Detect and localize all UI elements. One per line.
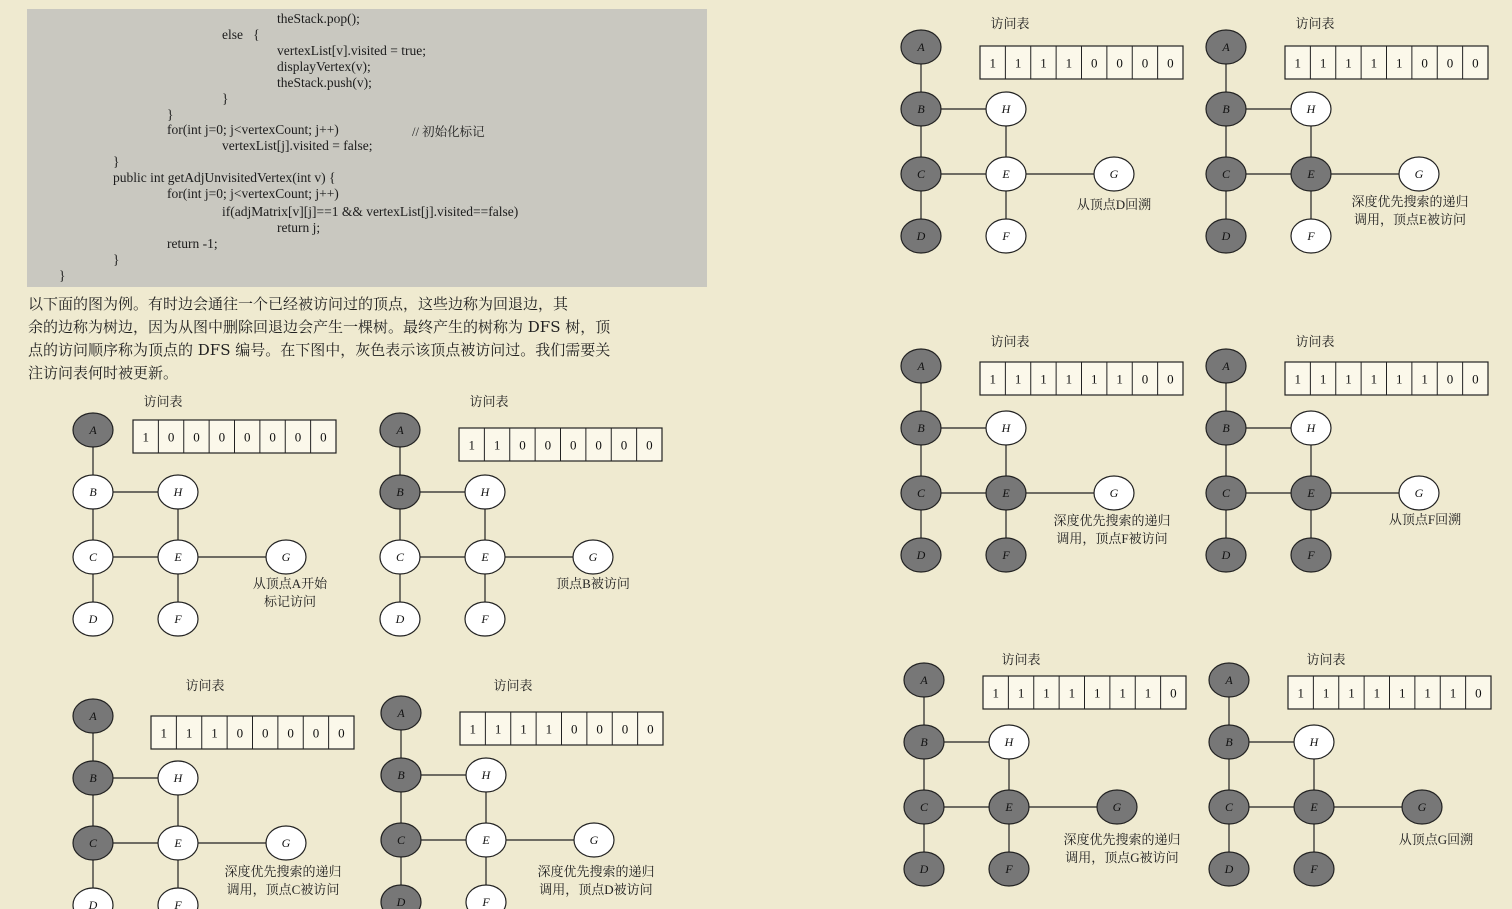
visit-table-cell: 0	[236, 725, 244, 741]
vertex-label: B	[917, 421, 925, 435]
visit-table-cell: 0	[519, 437, 526, 453]
code-line: public int getAdjUnvisitedVertex(int v) {	[113, 170, 336, 185]
panel-caption: 深度优先搜索的递归	[537, 864, 655, 879]
visit-table-cell: 0	[1141, 371, 1149, 387]
visit-table-cell: 1	[494, 721, 502, 737]
visit-table-cell: 0	[596, 721, 603, 737]
vertex-label: D	[916, 548, 926, 562]
vertex-label: H	[1004, 735, 1014, 749]
vertex-label: C	[88, 836, 98, 850]
visit-table-cell: 0	[621, 721, 629, 737]
visit-table-cell: 0	[1472, 55, 1479, 71]
vertex-label: D	[1224, 862, 1234, 876]
vertex-label: D	[1221, 548, 1231, 562]
vertex-label: A	[89, 709, 97, 723]
dfs-panel	[1209, 652, 1491, 886]
visit-table-cell: 1	[1116, 371, 1123, 387]
vertex-label: G	[1109, 486, 1119, 500]
visit-table-cell: 1	[1294, 371, 1301, 387]
panel-caption: 从顶点G回溯	[1398, 832, 1474, 847]
visit-table-cell: 1	[1297, 685, 1304, 701]
visit-table-cell: 1	[1370, 371, 1378, 387]
code-line: vertexList[j].visited = false;	[222, 138, 373, 153]
code-line: if(adjMatrix[v][j]==1 && vertexList[j].visited==false)	[222, 204, 519, 219]
visit-table-cell: 1	[545, 721, 553, 737]
visit-table-cell: 1	[468, 437, 475, 453]
vertex-label: F	[174, 612, 182, 626]
visit-table-cell: 1	[1040, 55, 1047, 71]
visit-table-cell: 1	[1322, 685, 1330, 701]
visit-table-label: 访问表	[990, 16, 1030, 31]
panel-caption: 调用，顶点G被访问	[1065, 850, 1179, 865]
vertex-label: A	[917, 359, 925, 373]
visit-table-cell: 0	[287, 725, 294, 741]
panel-caption: 从顶点D回溯	[1076, 197, 1152, 212]
visit-table-cell: 1	[1017, 685, 1025, 701]
code-line: for(int j=0; j<vertexCount; j++)	[167, 186, 339, 201]
panel-caption: 标记访问	[263, 594, 317, 609]
visit-table-label: 访问表	[143, 394, 183, 409]
visit-table-cell: 1	[142, 429, 149, 445]
dfs-panel	[904, 652, 1186, 886]
vertex-label: F	[1002, 548, 1010, 562]
visit-table-cell: 1	[1398, 685, 1406, 701]
vertex-label: H	[1309, 735, 1319, 749]
visit-table-cell: 1	[185, 725, 193, 741]
visit-table-cell: 1	[989, 55, 996, 71]
vertex-label: F	[174, 898, 182, 909]
visit-table-cell: 0	[620, 437, 628, 453]
vertex-label: C	[396, 833, 406, 847]
vertex-label: E	[481, 550, 489, 564]
vertex-label: G	[1417, 800, 1427, 814]
panel-caption: 调用，顶点F被访问	[1056, 531, 1168, 546]
panel-caption: 调用，顶点E被访问	[1354, 212, 1466, 227]
visit-table-cell: 1	[1093, 685, 1101, 701]
visit-table-cell: 1	[1421, 371, 1428, 387]
visit-table-cell: 0	[1116, 55, 1123, 71]
vertex-label: G	[281, 836, 291, 850]
code-line: return -1;	[167, 236, 218, 251]
vertex-label: B	[1225, 735, 1233, 749]
visit-table-cell: 0	[1446, 371, 1454, 387]
dfs-panel	[73, 394, 336, 636]
visit-table-cell: 1	[1068, 685, 1076, 701]
visit-table-cell: 0	[569, 437, 577, 453]
visit-table-label: 访问表	[1306, 652, 1346, 667]
visit-table-cell: 1	[1090, 371, 1098, 387]
visit-table-cell: 1	[1370, 55, 1378, 71]
vertex-label: E	[174, 836, 182, 850]
visit-table-cell: 1	[1043, 685, 1050, 701]
vertex-label: G	[1414, 167, 1424, 181]
vertex-label: E	[174, 550, 182, 564]
visit-table-cell: 0	[595, 437, 602, 453]
vertex-label: B	[920, 735, 928, 749]
visit-table-cell: 1	[520, 721, 527, 737]
visit-table-cell: 1	[211, 725, 218, 741]
panel-caption: 深度优先搜索的递归	[1351, 194, 1469, 209]
code-line: return j;	[277, 220, 321, 235]
paragraph-line: 以下面的图为例。有时边会通往一个已经被访问过的顶点，这些边称为回退边，其	[28, 295, 569, 313]
visit-table-cell: 0	[312, 725, 320, 741]
visit-table-cell: 1	[989, 371, 996, 387]
visit-table-cell: 1	[1424, 685, 1431, 701]
vertex-label: D	[919, 862, 929, 876]
vertex-label: F	[482, 895, 490, 909]
vertex-label: F	[1005, 862, 1013, 876]
vertex-label: E	[482, 833, 490, 847]
panel-caption: 调用，顶点D被访问	[539, 882, 653, 897]
vertex-label: G	[281, 550, 291, 564]
code-line: }	[113, 252, 120, 267]
paragraph-line: 注访问表何时被更新。	[28, 364, 179, 382]
visit-table-label: 访问表	[990, 334, 1030, 349]
vertex-label: F	[1002, 229, 1010, 243]
visit-table-cell: 1	[1014, 371, 1022, 387]
vertex-label: C	[916, 167, 926, 181]
code-line: }	[113, 154, 120, 169]
vertex-label: F	[481, 612, 489, 626]
vertex-label: B	[89, 771, 97, 785]
visit-table-cell: 1	[1319, 371, 1327, 387]
visit-table-label: 访问表	[185, 678, 225, 693]
paragraph-line: 余的边称为树边，因为从图中删除回退边会产生一棵树。最终产生的树称为 DFS 树，顶	[28, 318, 611, 336]
vertex-label: F	[1310, 862, 1318, 876]
vertex-label: E	[1002, 486, 1010, 500]
visit-table-cell: 0	[1421, 55, 1428, 71]
visit-table-cell: 0	[261, 725, 269, 741]
visit-table-cell: 0	[269, 429, 276, 445]
code-line: theStack.push(v);	[277, 75, 372, 90]
dfs-panel	[1206, 16, 1488, 253]
vertex-label: A	[1222, 359, 1230, 373]
code-line: displayVertex(v);	[277, 59, 371, 74]
vertex-label: B	[397, 768, 405, 782]
visit-table-cell: 1	[1348, 685, 1355, 701]
vertex-label: C	[1224, 800, 1234, 814]
visit-table-cell: 0	[647, 721, 654, 737]
visit-table-cell: 1	[1065, 371, 1073, 387]
vertex-label: E	[1002, 167, 1010, 181]
dfs-panel	[901, 16, 1183, 253]
vertex-label: H	[1306, 102, 1316, 116]
visit-table-cell: 0	[193, 429, 200, 445]
vertex-label: E	[1005, 800, 1013, 814]
visit-table-cell: 1	[469, 721, 476, 737]
vertex-label: E	[1307, 486, 1315, 500]
vertex-label: A	[396, 423, 404, 437]
vertex-label: H	[1001, 421, 1011, 435]
visit-table-cell: 0	[294, 429, 302, 445]
vertex-label: C	[1221, 486, 1231, 500]
visit-table-cell: 0	[1475, 685, 1482, 701]
code-line: else {	[222, 27, 260, 42]
visit-table-cell: 0	[167, 429, 175, 445]
panel-caption: 深度优先搜索的递归	[224, 864, 342, 879]
vertex-label: A	[920, 673, 928, 687]
visit-table-cell: 0	[1167, 371, 1174, 387]
panel-caption: 调用，顶点C被访问	[226, 882, 340, 897]
visit-table-label: 访问表	[493, 678, 533, 693]
vertex-label: H	[173, 485, 183, 499]
visit-table-cell: 1	[1294, 55, 1301, 71]
visit-table-cell: 1	[1144, 685, 1152, 701]
vertex-label: G	[1112, 800, 1122, 814]
vertex-label: D	[396, 895, 406, 909]
vertex-label: C	[916, 486, 926, 500]
code-line: vertexList[v].visited = true;	[277, 43, 426, 58]
visit-table-label: 访问表	[1295, 16, 1335, 31]
dfs-panel	[1206, 334, 1488, 572]
vertex-label: D	[88, 612, 98, 626]
vertex-label: H	[481, 768, 491, 782]
visit-table-cell: 0	[338, 725, 345, 741]
vertex-label: C	[919, 800, 929, 814]
code-comment: // 初始化标记	[412, 125, 485, 139]
visit-table-cell: 1	[1395, 55, 1403, 71]
panel-caption: 深度优先搜索的递归	[1053, 513, 1171, 528]
visit-table-cell: 1	[1119, 685, 1126, 701]
vertex-label: F	[1307, 548, 1315, 562]
vertex-label: A	[917, 40, 925, 54]
vertex-label: B	[1222, 421, 1230, 435]
vertex-label: A	[397, 706, 405, 720]
panel-caption: 从顶点A开始	[252, 576, 328, 591]
vertex-label: C	[395, 550, 405, 564]
vertex-label: G	[589, 833, 599, 847]
code-line: for(int j=0; j<vertexCount; j++)	[167, 122, 339, 137]
code-line: theStack.pop();	[277, 11, 360, 26]
vertex-label: H	[173, 771, 183, 785]
vertex-label: H	[1306, 421, 1316, 435]
visit-table-cell: 0	[1141, 55, 1149, 71]
visit-table-label: 访问表	[469, 394, 509, 409]
vertex-label: E	[1307, 167, 1315, 181]
dfs-panel	[73, 678, 354, 909]
vertex-label: F	[1307, 229, 1315, 243]
vertex-label: A	[1222, 40, 1230, 54]
vertex-label: D	[88, 898, 98, 909]
vertex-label: B	[1222, 102, 1230, 116]
vertex-label: A	[1225, 673, 1233, 687]
panel-caption: 深度优先搜索的递归	[1063, 832, 1181, 847]
visit-table-label: 访问表	[1295, 334, 1335, 349]
vertex-label: A	[89, 423, 97, 437]
visit-table-cell: 1	[992, 685, 999, 701]
visit-table-cell: 1	[1449, 685, 1457, 701]
vertex-label: H	[480, 485, 490, 499]
visit-table-cell: 0	[646, 437, 653, 453]
visit-table-cell: 1	[1345, 55, 1352, 71]
vertex-label: H	[1001, 102, 1011, 116]
vertex-label: D	[916, 229, 926, 243]
visit-table-cell: 0	[570, 721, 578, 737]
vertex-label: B	[917, 102, 925, 116]
visit-table-cell: 0	[1167, 55, 1174, 71]
vertex-label: E	[1310, 800, 1318, 814]
paragraph-line: 点的访问顺序称为顶点的 DFS 编号。在下图中，灰色表示该顶点被访问过。我们需要关	[28, 341, 611, 359]
visit-table-cell: 0	[243, 429, 251, 445]
visit-table-cell: 0	[218, 429, 226, 445]
vertex-label: G	[588, 550, 598, 564]
dfs-panel	[380, 394, 662, 636]
visit-table-cell: 0	[544, 437, 552, 453]
visit-table-cell: 0	[320, 429, 327, 445]
vertex-label: C	[88, 550, 98, 564]
visit-table-cell: 1	[493, 437, 501, 453]
panel-caption: 顶点B被访问	[556, 576, 630, 591]
visit-table-cell: 0	[1170, 685, 1177, 701]
vertex-label: C	[1221, 167, 1231, 181]
vertex-label: D	[395, 612, 405, 626]
visit-table-cell: 1	[160, 725, 167, 741]
visit-table-cell: 1	[1065, 55, 1073, 71]
visit-table-cell: 0	[1446, 55, 1454, 71]
vertex-label: B	[396, 485, 404, 499]
visit-table-cell: 1	[1014, 55, 1022, 71]
vertex-label: D	[1221, 229, 1231, 243]
panel-caption: 从顶点F回溯	[1388, 512, 1462, 527]
vertex-label: B	[89, 485, 97, 499]
visit-table-cell: 1	[1319, 55, 1327, 71]
visit-table-cell: 1	[1040, 371, 1047, 387]
visit-table-cell: 1	[1373, 685, 1381, 701]
visit-table-label: 访问表	[1001, 652, 1041, 667]
visit-table-cell: 1	[1395, 371, 1403, 387]
visit-table-cell: 1	[1345, 371, 1352, 387]
visit-table-cell: 0	[1090, 55, 1098, 71]
vertex-label: G	[1414, 486, 1424, 500]
code-line: }	[222, 91, 229, 106]
vertex-label: G	[1109, 167, 1119, 181]
dfs-panel	[381, 678, 663, 909]
dfs-panel	[901, 334, 1183, 572]
visit-table-cell: 0	[1472, 371, 1479, 387]
code-line: }	[167, 107, 174, 122]
code-line: }	[59, 268, 66, 283]
